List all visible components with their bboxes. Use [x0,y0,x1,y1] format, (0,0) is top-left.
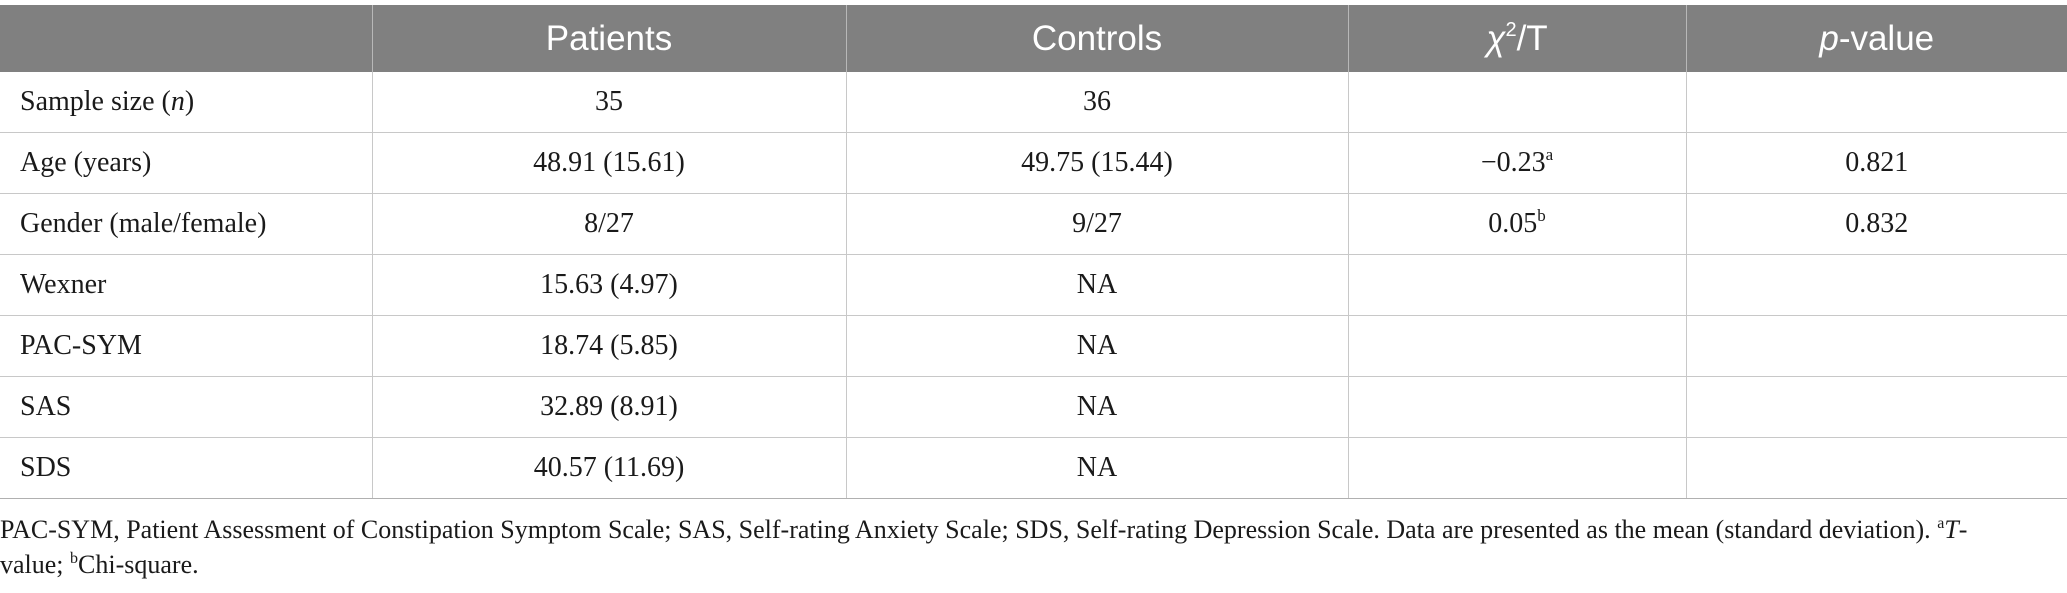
table-body [0,72,2067,499]
row-label: Gender (male/female) [0,194,372,255]
row-label: Age (years) [0,133,372,194]
header-statistic [1348,5,1686,72]
header-p-rest: -value [1838,18,1935,58]
cell-p-value: 0.832 [1686,194,2067,255]
table-footnote [0,512,2030,582]
table-row [0,133,2067,194]
cell-statistic [1348,377,1686,438]
cell-patients: 40.57 (11.69) [372,438,846,499]
header-p-value [1686,5,2067,72]
row-label: SAS [0,377,372,438]
row-label: SDS [0,438,372,499]
header-chi-superscript: 2 [1505,18,1517,41]
cell-p-value [1686,72,2067,133]
cell-patients: 48.91 (15.61) [372,133,846,194]
footnote-t-rest: -value; [0,515,1968,579]
cell-statistic [1348,438,1686,499]
cell-p-value [1686,438,2067,499]
row-label-end: ) [184,86,195,117]
footnote-text: PAC-SYM, Patient Assessment of Constipation Symptom Scale; SAS, Self-rating Anxiety Scale; SDS, Self-rating Depression Scale. Data are presented as the mean (standard deviation). [0,515,1938,544]
table-row [0,377,2067,438]
header-p-letter: p [1819,18,1839,58]
cell-p-value [1686,377,2067,438]
cell-statistic [1348,72,1686,133]
table-row [0,255,2067,316]
header-statistic-rest: /T [1516,18,1548,58]
cell-controls: 36 [846,72,1348,133]
footnote-chi-square: Chi-square. [78,550,199,579]
row-label-main: Sample size ( [20,86,171,117]
table-row [0,72,2067,133]
row-label: Wexner [0,255,372,316]
cell-controls: NA [846,438,1348,499]
cell-controls: NA [846,316,1348,377]
header-row [0,5,2067,72]
cell-patients: 15.63 (4.97) [372,255,846,316]
table-row [0,438,2067,499]
cell-controls: 49.75 (15.44) [846,133,1348,194]
cell-controls: NA [846,255,1348,316]
cell-statistic [1348,133,1686,194]
statistic-footnote-mark: a [1545,145,1554,164]
row-label-italic: n [170,86,185,117]
footnote-mark-b: b [70,550,79,567]
statistic-value: 0.05 [1488,208,1538,239]
cell-patients: 32.89 (8.91) [372,377,846,438]
cell-controls: NA [846,377,1348,438]
cell-statistic [1348,316,1686,377]
cell-controls: 9/27 [846,194,1348,255]
header-chi-symbol: χ [1486,18,1506,58]
cell-p-value [1686,316,2067,377]
cell-statistic [1348,255,1686,316]
row-label [0,72,372,133]
cell-p-value [1686,255,2067,316]
cell-statistic [1348,194,1686,255]
cell-patients: 8/27 [372,194,846,255]
table-row [0,194,2067,255]
table-header [0,5,2067,72]
cell-p-value: 0.821 [1686,133,2067,194]
table-row [0,316,2067,377]
header-controls: Controls [846,5,1348,72]
statistic-footnote-mark: b [1537,206,1546,225]
statistic-value: −0.23 [1480,147,1546,178]
cell-patients: 18.74 (5.85) [372,316,846,377]
characteristics-table [0,5,2067,499]
header-patients: Patients [372,5,846,72]
footnote-t-letter: T [1944,515,1959,544]
footnote-mark-a: a [1937,515,1945,532]
row-label: PAC-SYM [0,316,372,377]
header-blank [0,5,372,72]
cell-patients: 35 [372,72,846,133]
